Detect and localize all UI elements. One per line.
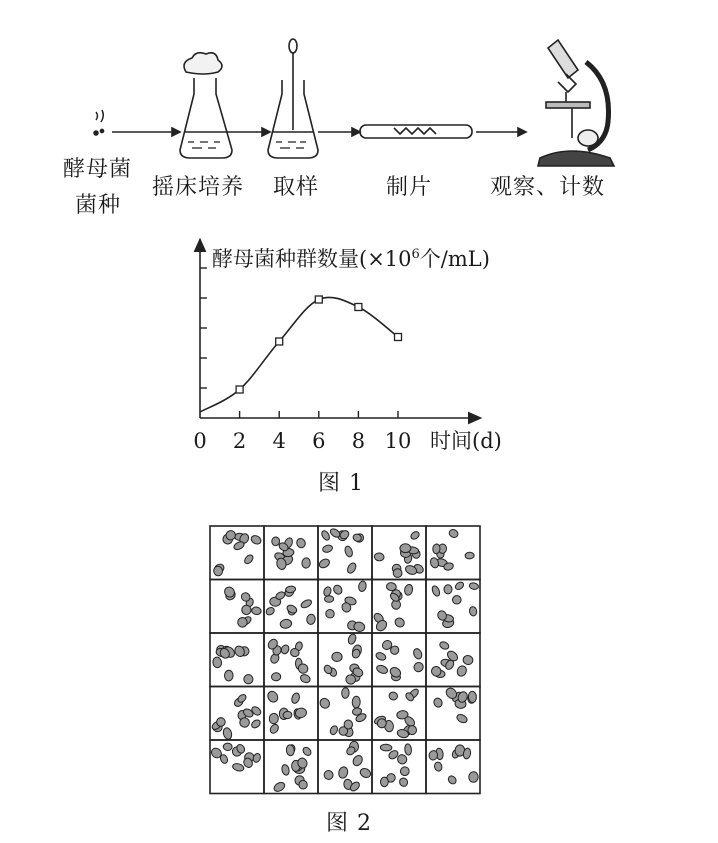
x-tick-label: 8: [351, 429, 366, 453]
yeast-cell: [407, 725, 417, 735]
figure1-caption: 图 1: [318, 471, 364, 496]
yeast-cell: [281, 764, 290, 776]
yeast-cell: [322, 544, 333, 553]
yeast-cell: [273, 781, 287, 794]
yeast-cell: [318, 557, 331, 569]
yeast-cell: [398, 777, 409, 788]
yeast-cell: [271, 672, 281, 681]
yeast-cell: [433, 697, 444, 709]
yeast-cell: [320, 529, 331, 541]
data-point: [355, 304, 362, 311]
yeast-cell: [434, 761, 443, 771]
yeast-cell: [283, 711, 292, 719]
yeast-cell: [344, 720, 353, 730]
yeast-cell: [448, 528, 460, 539]
yeast-cell: [469, 582, 479, 590]
yeast-cell: [337, 766, 348, 779]
yeast-cell: [322, 769, 334, 781]
yeast-cell: [251, 606, 262, 615]
yeast-cell: [429, 557, 440, 569]
flask-cotton-icon: [180, 53, 232, 158]
yeast-cell: [240, 718, 250, 728]
population-growth-chart: [0, 230, 718, 460]
x-tick-label: 2: [232, 429, 247, 453]
yeast-cell: [380, 744, 392, 751]
grid-square: [210, 580, 264, 634]
yeast-cell: [380, 777, 388, 787]
yeast-cell: [351, 754, 364, 768]
yeast-cell: [412, 647, 423, 660]
yeast-cell: [269, 713, 279, 724]
label-observe-count: 观察、计数: [490, 175, 606, 200]
yeast-cell: [346, 562, 358, 575]
yeast-cell: [432, 544, 440, 554]
label-shake-culture: 摇床培养: [152, 175, 245, 200]
label-sampling: 取样: [273, 175, 320, 200]
yeast-cell: [329, 725, 339, 736]
growth-curve: [200, 297, 398, 412]
yeast-cell: [469, 606, 478, 616]
yeast-cell: [456, 664, 468, 677]
yeast-cell: [400, 544, 411, 553]
yeast-cell: [232, 762, 245, 772]
yeast-cell: [252, 752, 262, 763]
yeast-cell: [224, 670, 233, 681]
yeast-cell: [300, 598, 313, 609]
yeast-cell: [347, 633, 357, 645]
yeast-cell: [222, 727, 233, 740]
yeast-cell: [243, 553, 255, 565]
microscope-icon: [538, 40, 614, 166]
yeast-cell: [223, 743, 232, 751]
yeast-cell: [409, 530, 420, 541]
yeast-cell: [285, 586, 296, 594]
yeast-cell: [306, 614, 316, 625]
yeast-cell: [452, 595, 462, 605]
yeast-cell: [341, 688, 349, 699]
yeast-cell: [375, 651, 387, 661]
yeast-cell: [212, 656, 222, 668]
data-point: [276, 338, 283, 345]
slide-icon: [360, 125, 472, 138]
yeast-cell: [404, 584, 414, 596]
grid-square: [318, 633, 372, 687]
yeast-cell: [266, 689, 280, 703]
yeast-cell: [269, 723, 280, 735]
data-point: [315, 296, 322, 303]
yeast-cell: [265, 606, 276, 617]
yeast-cell: [359, 767, 372, 779]
yeast-cell: [468, 691, 477, 703]
yeast-cell: [444, 585, 452, 594]
label-yeast-strain-line1: 酵母菌: [63, 157, 133, 182]
yeast-cell: [456, 713, 469, 724]
yeast-cell: [388, 691, 398, 701]
flask-pipette-icon: [268, 39, 318, 158]
yeast-cell: [447, 774, 458, 785]
yeast-cell: [242, 673, 255, 686]
x-tick-label: 10: [384, 429, 412, 453]
label-slide-prep: 制片: [386, 175, 433, 200]
yeast-cell: [280, 618, 293, 629]
yeast-cell: [468, 771, 478, 782]
yeast-cell: [324, 596, 333, 603]
yeast-cell: [412, 661, 425, 674]
yeast-cell: [318, 697, 331, 710]
yeast-cell: [374, 552, 384, 561]
yeast-cell: [431, 585, 441, 597]
yeast-cell: [299, 780, 308, 789]
yeast-cell: [358, 580, 367, 592]
yeast-cell: [301, 746, 312, 757]
yeast-cell: [393, 616, 406, 629]
yeast-cell: [250, 718, 262, 729]
yeast-cell: [295, 537, 307, 549]
yeast-cell: [386, 582, 397, 591]
yeast-cell: [290, 692, 300, 704]
yeast-strain-icon: [94, 110, 104, 135]
yeast-cell: [404, 744, 412, 756]
yeast-cell: [352, 696, 360, 708]
yeast-cell: [439, 640, 450, 650]
yeast-cell: [250, 534, 263, 546]
yeast-cell: [465, 552, 474, 559]
x-tick-label: 0: [193, 429, 207, 453]
yeast-cell: [375, 664, 388, 675]
x-tick-label: 4: [272, 429, 286, 453]
x-tick-label: 6: [312, 429, 326, 453]
figure2-caption: 图 2: [326, 811, 372, 836]
yeast-cell: [399, 765, 411, 777]
x-axis-label: 时间(d): [430, 429, 502, 453]
yeast-cell: [299, 673, 311, 684]
yeast-cell: [462, 655, 473, 666]
yeast-cell: [344, 545, 354, 558]
label-yeast-strain-line2: 菌种: [75, 193, 122, 218]
yeast-cell: [332, 584, 344, 596]
data-point: [395, 334, 402, 341]
y-axis-label: 酵母菌种群数量($\times 10^6$个/mL): [212, 247, 490, 271]
yeast-cell: [324, 608, 336, 620]
yeast-cell: [454, 581, 465, 592]
yeast-cell: [286, 604, 298, 615]
data-point: [236, 386, 243, 393]
yeast-cell: [302, 558, 311, 569]
yeast-cell: [332, 652, 343, 662]
hemocytometer-grid: [200, 518, 500, 808]
